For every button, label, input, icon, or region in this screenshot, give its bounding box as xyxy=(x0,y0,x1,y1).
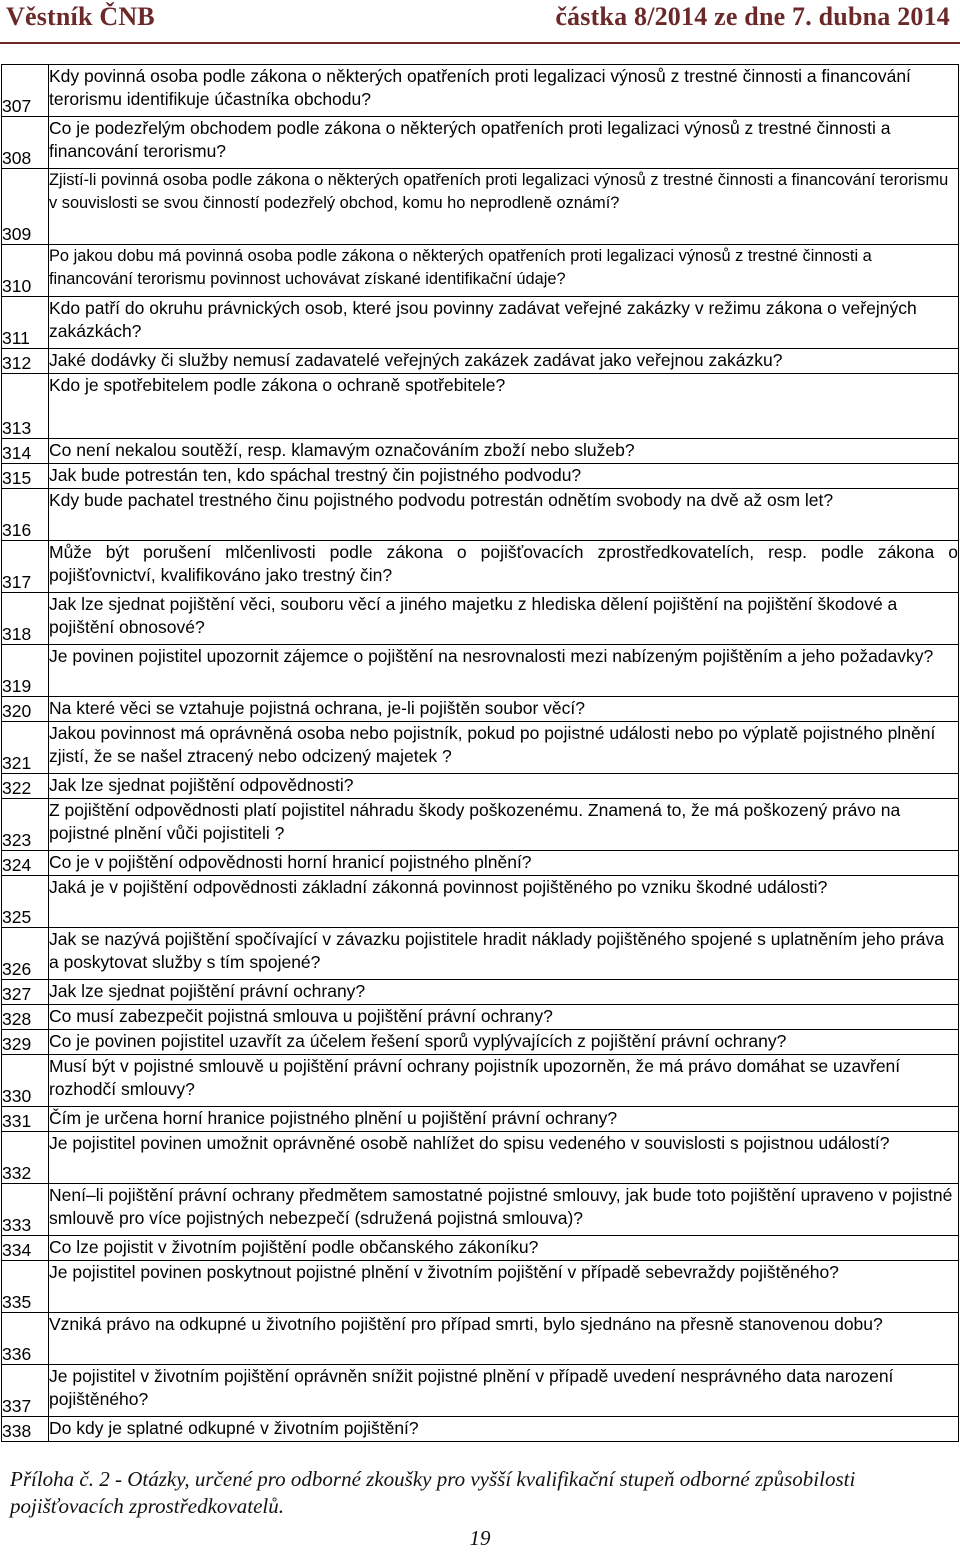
question-row xyxy=(2,1005,959,1030)
question-text: Jak bude potrestán ten, kdo spáchal trestný čin pojistného podvodu? xyxy=(49,464,959,489)
question-number: 337 xyxy=(2,1365,49,1417)
question-number: 324 xyxy=(2,851,49,876)
question-row xyxy=(2,980,959,1005)
question-row xyxy=(2,851,959,876)
page-header xyxy=(0,0,960,46)
question-text: Jakou povinnost má oprávněná osoba nebo pojistník, pokud po pojistné události nebo po výplatě pojistného plnění zjistí, že se našel ztracený nebo odcizený majetek ? xyxy=(49,722,959,774)
question-number: 333 xyxy=(2,1184,49,1236)
question-text: Jak se nazývá pojištění spočívající v závazku pojistitele hradit náklady pojištěného spojené s uplatněním jeho práva a poskytovat služby s tím spojené? xyxy=(49,928,959,980)
question-number: 313 xyxy=(2,374,49,439)
question-text: Jak lze sjednat pojištění právní ochrany? xyxy=(49,980,959,1005)
question-row xyxy=(2,1365,959,1417)
question-row xyxy=(2,245,959,297)
question-text: Je povinen pojistitel upozornit zájemce o pojištění na nesrovnalosti mezi nabízeným pojištěním a jeho požadavky? xyxy=(49,645,959,697)
question-number: 309 xyxy=(2,169,49,245)
question-text: Co lze pojistit v životním pojištění podle občanského zákoníku? xyxy=(49,1236,959,1261)
question-row xyxy=(2,1417,959,1442)
question-text: Co je v pojištění odpovědnosti horní hranicí pojistného plnění? xyxy=(49,851,959,876)
question-number: 316 xyxy=(2,489,49,541)
question-row xyxy=(2,1261,959,1313)
question-text: Kdo je spotřebitelem podle zákona o ochraně spotřebitele? xyxy=(49,374,959,439)
question-text: Není–li pojištění právní ochrany předmětem samostatné pojistné smlouvy, jak bude toto pojištění upraveno v pojistné smlouvě pro více pojistných nebezpečí (sdružená pojistná smlouva)? xyxy=(49,1184,959,1236)
question-text: Na které věci se vztahuje pojistná ochrana, je-li pojištěn soubor věcí? xyxy=(49,697,959,722)
question-number: 314 xyxy=(2,439,49,464)
question-number: 325 xyxy=(2,876,49,928)
question-row xyxy=(2,489,959,541)
question-row xyxy=(2,297,959,349)
question-text: Co není nekalou soutěží, resp. klamavým označováním zboží nebo služeb? xyxy=(49,439,959,464)
question-number: 326 xyxy=(2,928,49,980)
question-number: 329 xyxy=(2,1030,49,1055)
header-rule xyxy=(0,42,960,44)
question-number: 310 xyxy=(2,245,49,297)
question-number: 332 xyxy=(2,1132,49,1184)
question-row xyxy=(2,1236,959,1261)
question-row xyxy=(2,439,959,464)
question-text: Jaká je v pojištění odpovědnosti základní zákonná povinnost pojištěného po vzniku škodné události? xyxy=(49,876,959,928)
question-text: Zjistí-li povinná osoba podle zákona o některých opatřeních proti legalizaci výnosů z trestné činnosti a financování terorismu v souvislosti se svou činností podezřelý obchod, komu ho neprodleně oznámí? xyxy=(49,169,959,245)
question-row xyxy=(2,349,959,374)
question-row xyxy=(2,1132,959,1184)
question-number: 336 xyxy=(2,1313,49,1365)
question-row xyxy=(2,1313,959,1365)
page-number: 19 xyxy=(469,1526,491,1550)
question-row xyxy=(2,697,959,722)
question-row xyxy=(2,65,959,117)
question-number: 315 xyxy=(2,464,49,489)
question-number: 318 xyxy=(2,593,49,645)
question-row xyxy=(2,374,959,439)
question-number: 319 xyxy=(2,645,49,697)
questions-table-body xyxy=(2,65,959,1442)
question-row xyxy=(2,1107,959,1132)
question-number: 327 xyxy=(2,980,49,1005)
question-row xyxy=(2,928,959,980)
question-text: Co je podezřelým obchodem podle zákona o některých opatřeních proti legalizaci výnosů z trestné činnosti a financování terorismu? xyxy=(49,117,959,169)
question-number: 307 xyxy=(2,65,49,117)
question-number: 321 xyxy=(2,722,49,774)
question-text: Co musí zabezpečit pojistná smlouva u pojištění právní ochrany? xyxy=(49,1005,959,1030)
question-number: 320 xyxy=(2,697,49,722)
question-text: Je pojistitel v životním pojištění oprávněn snížit pojistné plnění v případě uvedení nesprávného data narození pojištěného? xyxy=(49,1365,959,1417)
question-number: 334 xyxy=(2,1236,49,1261)
question-text: Kdy bude pachatel trestného činu pojistného podvodu potrestán odnětím svobody na dvě až osm let? xyxy=(49,489,959,541)
question-number: 330 xyxy=(2,1055,49,1107)
journal-title: Věstník ČNB xyxy=(6,2,155,31)
question-number: 338 xyxy=(2,1417,49,1442)
question-text: Z pojištění odpovědnosti platí pojistitel náhradu škody poškozenému. Znamená to, že má poškozený právo na pojistné plnění vůči pojistiteli ? xyxy=(49,799,959,851)
question-text: Po jakou dobu má povinná osoba podle zákona o některých opatřeních proti legalizaci výnosů z trestné činnosti a financování terorismu povinnost uchovávat získané identifikační údaje? xyxy=(49,245,959,297)
question-text: Co je povinen pojistitel uzavřít za účelem řešení sporů vyplývajících z pojištění právní ochrany? xyxy=(49,1030,959,1055)
question-number: 335 xyxy=(2,1261,49,1313)
question-number: 317 xyxy=(2,541,49,593)
question-text: Může být porušení mlčenlivosti podle zákona o pojišťovacích zprostředkovatelích, resp. podle zákona o pojišťovnictví, kvalifikováno jako trestný čin? xyxy=(49,541,959,593)
question-row xyxy=(2,541,959,593)
question-row xyxy=(2,464,959,489)
question-text: Čím je určena horní hranice pojistného plnění u pojištění právní ochrany? xyxy=(49,1107,959,1132)
question-row xyxy=(2,722,959,774)
question-text: Jaké dodávky či služby nemusí zadavatelé veřejných zakázek zadávat jako veřejnou zakázku? xyxy=(49,349,959,374)
questions-table xyxy=(1,64,959,1442)
question-text: Kdo patří do okruhu právnických osob, které jsou povinny zadávat veřejné zakázky v režimu zákona o veřejných zakázkách? xyxy=(49,297,959,349)
question-text: Jak lze sjednat pojištění odpovědnosti? xyxy=(49,774,959,799)
question-row xyxy=(2,774,959,799)
question-row xyxy=(2,1030,959,1055)
question-row xyxy=(2,1184,959,1236)
question-row xyxy=(2,645,959,697)
question-text: Vzniká právo na odkupné u životního pojištění pro případ smrti, bylo sjednáno na přesně stanovenou dobu? xyxy=(49,1313,959,1365)
question-number: 311 xyxy=(2,297,49,349)
question-row xyxy=(2,1055,959,1107)
question-text: Kdy povinná osoba podle zákona o některých opatřeních proti legalizaci výnosů z trestné činnosti a financování terorismu identifikuje účastníka obchodu? xyxy=(49,65,959,117)
question-number: 322 xyxy=(2,774,49,799)
question-number: 312 xyxy=(2,349,49,374)
question-number: 323 xyxy=(2,799,49,851)
question-number: 331 xyxy=(2,1107,49,1132)
annex-caption: Příloha č. 2 - Otázky, určené pro odborné zkoušky pro vyšší kvalifikační stupeň odborné způsobilosti pojišťovacích zprostředkovatelů. xyxy=(10,1467,856,1518)
question-text: Jak lze sjednat pojištění věci, souboru věcí a jiného majetku z hlediska dělení pojištění na pojištění škodové a pojištění obnosové? xyxy=(49,593,959,645)
issue-info: částka 8/2014 ze dne 7. dubna 2014 xyxy=(555,2,950,31)
question-row xyxy=(2,799,959,851)
question-text: Je pojistitel povinen poskytnout pojistné plnění v životním pojištění v případě sebevraždy pojištěného? xyxy=(49,1261,959,1313)
question-row xyxy=(2,117,959,169)
question-row xyxy=(2,169,959,245)
question-text: Do kdy je splatné odkupné v životním pojištění? xyxy=(49,1417,959,1442)
question-text: Je pojistitel povinen umožnit oprávněné osobě nahlížet do spisu vedeného v souvislosti s pojistnou událostí? xyxy=(49,1132,959,1184)
question-row xyxy=(2,876,959,928)
question-text: Musí být v pojistné smlouvě u pojištění právní ochrany pojistník upozorněn, že má právo domáhat se uzavření rozhodčí smlouvy? xyxy=(49,1055,959,1107)
question-number: 308 xyxy=(2,117,49,169)
question-number: 328 xyxy=(2,1005,49,1030)
question-row xyxy=(2,593,959,645)
